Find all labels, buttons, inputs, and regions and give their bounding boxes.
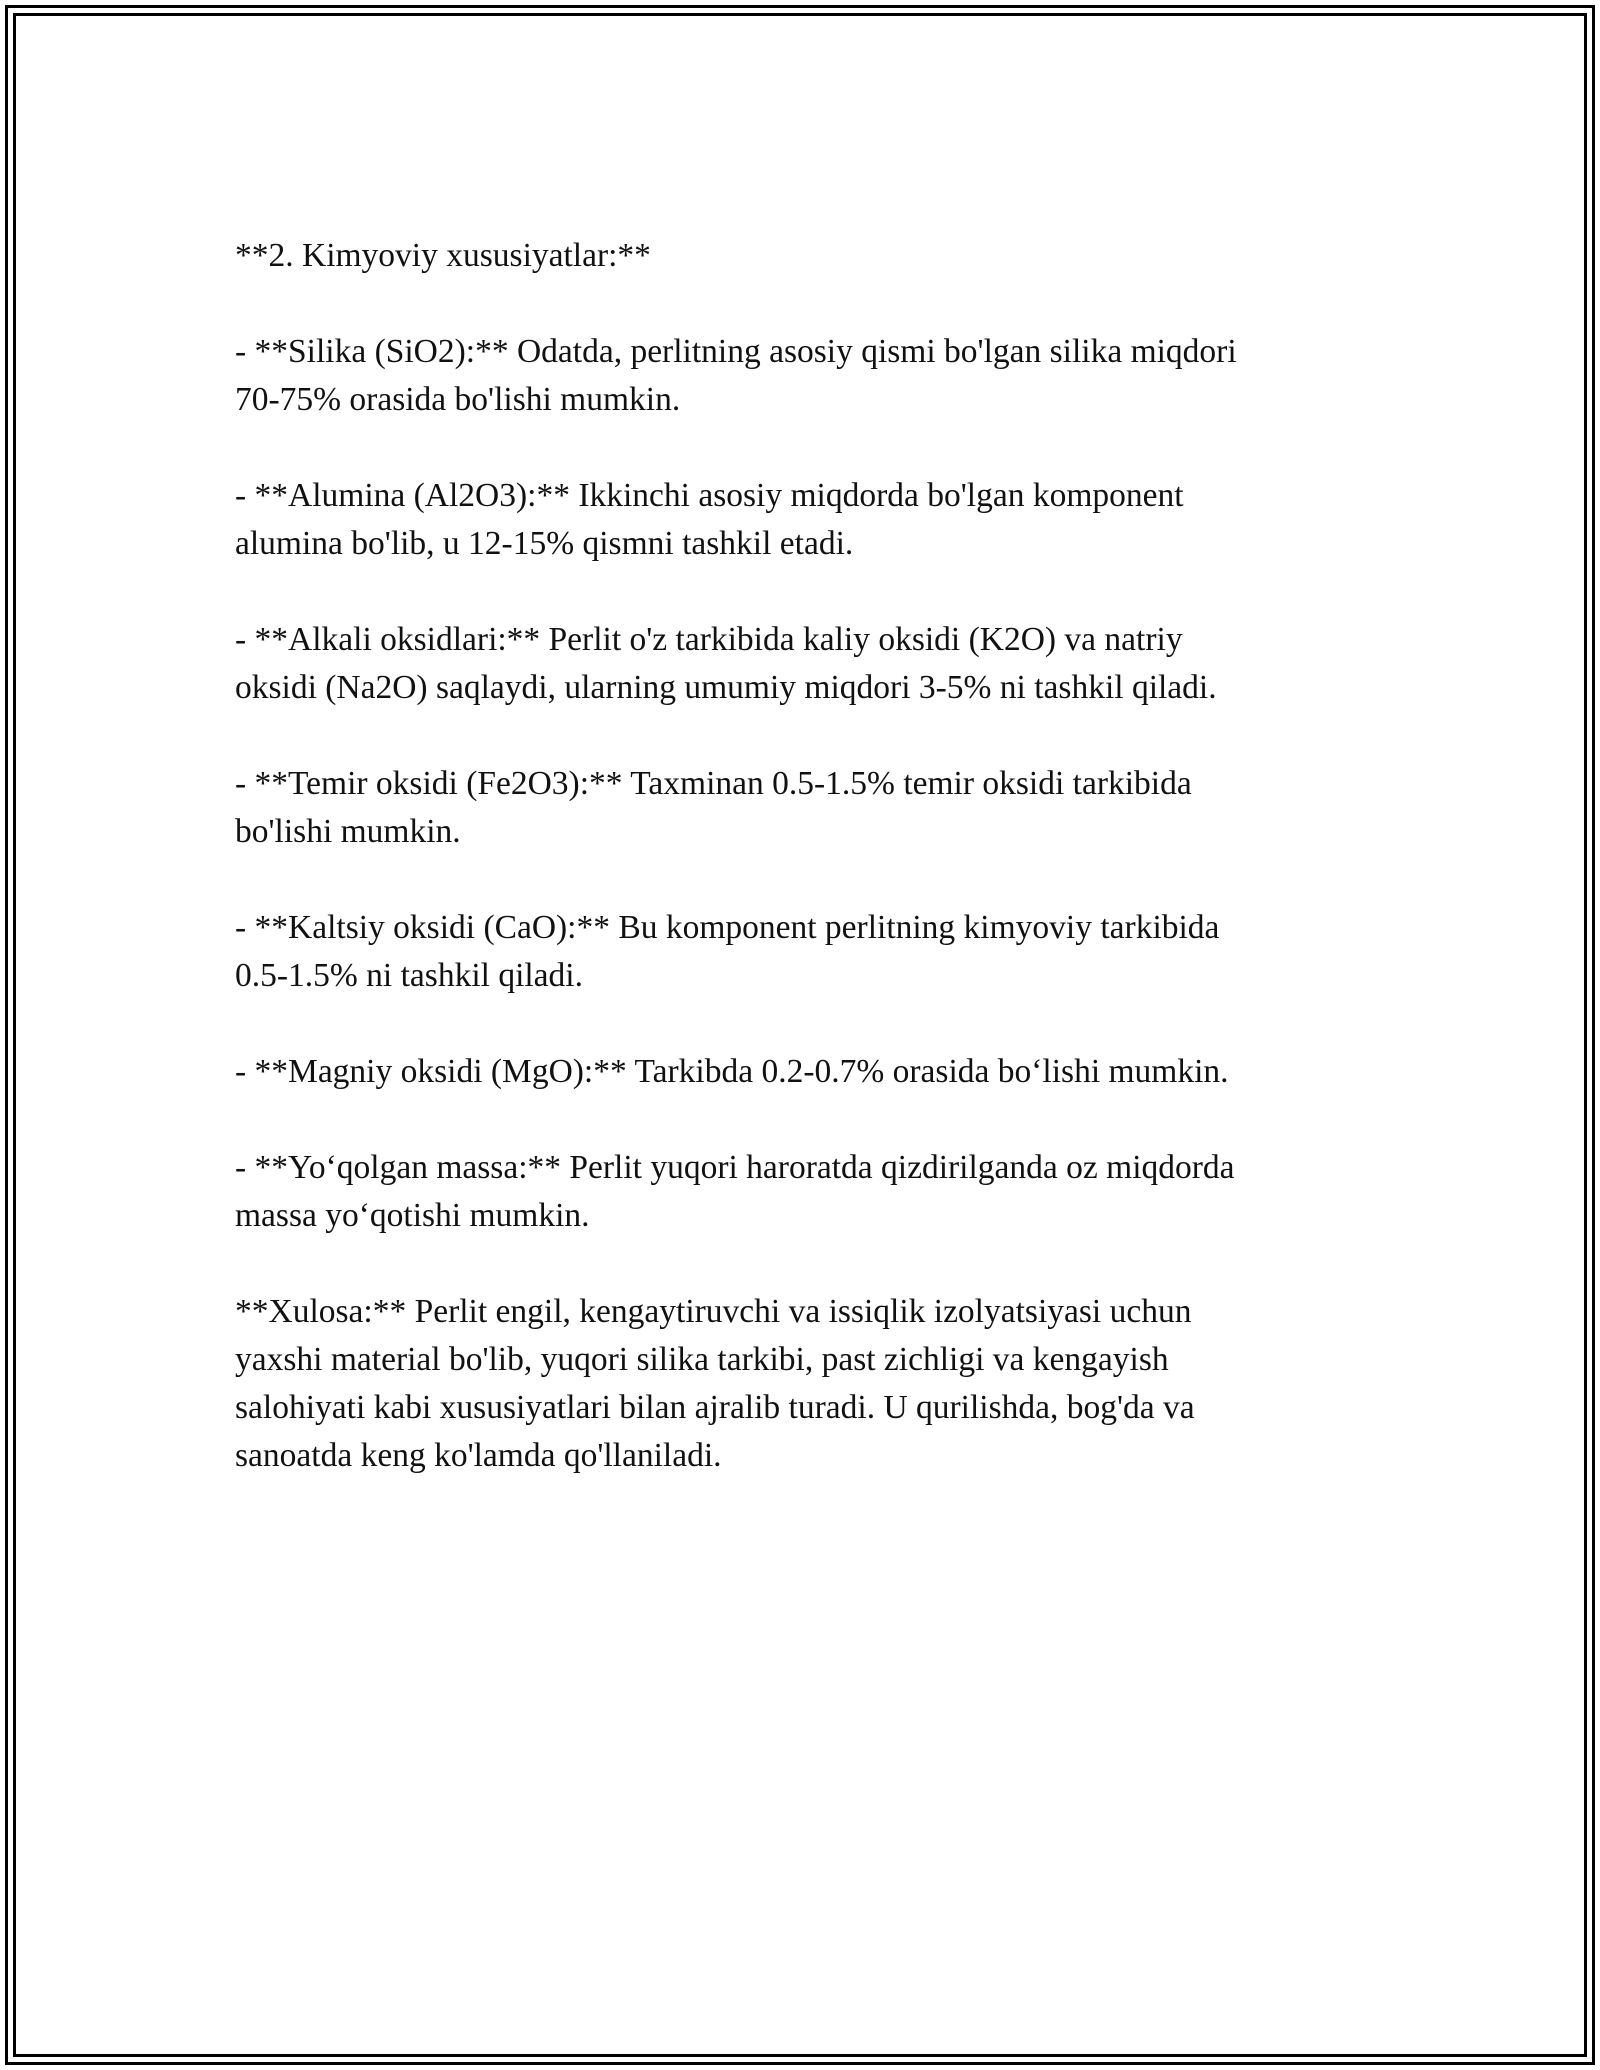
paragraph-silika bbox=[235, 328, 1365, 424]
section-heading bbox=[235, 232, 1365, 280]
paragraph-kaltsiy bbox=[235, 904, 1365, 1000]
paragraph-line: - **Silika (SiO2):** Odatda, perlitning asosiy qismi bo'lgan silika miqdori bbox=[235, 333, 1237, 370]
paragraph-line: 0.5-1.5% ni tashkil qiladi. bbox=[235, 957, 583, 994]
paragraph-line: 70-75% orasida bo'lishi mumkin. bbox=[235, 381, 681, 418]
paragraph-yoqolgan-massa bbox=[235, 1144, 1365, 1240]
paragraph-line: yaxshi material bo'lib, yuqori silika tarkibi, past zichligi va kengayish bbox=[235, 1341, 1169, 1378]
paragraph-temir bbox=[235, 760, 1365, 856]
paragraph-line: - **Magniy oksidi (MgO):** Tarkibda 0.2-0.7% orasida bo‘lishi mumkin. bbox=[235, 1053, 1229, 1090]
paragraph-line: massa yo‘qotishi mumkin. bbox=[235, 1197, 590, 1234]
paragraph-line: - **Temir oksidi (Fe2O3):** Taxminan 0.5-1.5% temir oksidi tarkibida bbox=[235, 765, 1192, 802]
heading-line: **2. Kimyoviy xususiyatlar:** bbox=[235, 237, 651, 274]
paragraph-line: salohiyati kabi xususiyatlari bilan ajralib turadi. U qurilishda, bog'da va bbox=[235, 1389, 1195, 1426]
paragraph-line: sanoatda keng ko'lamda qo'llaniladi. bbox=[235, 1437, 722, 1474]
paragraph-line: alumina bo'lib, u 12-15% qismni tashkil etadi. bbox=[235, 525, 854, 562]
paragraph-line: **Xulosa:** Perlit engil, kengaytiruvchi va issiqlik izolyatsiyasi uchun bbox=[235, 1293, 1192, 1330]
paragraph-line: - **Alumina (Al2O3):** Ikkinchi asosiy miqdorda bo'lgan komponent bbox=[235, 477, 1184, 514]
paragraph-line: bo'lishi mumkin. bbox=[235, 813, 461, 850]
paragraph-alkali bbox=[235, 616, 1365, 712]
paragraph-line: - **Kaltsiy oksidi (CaO):** Bu komponent perlitning kimyoviy tarkibida bbox=[235, 909, 1220, 946]
paragraph-line: - **Yo‘qolgan massa:** Perlit yuqori haroratda qizdirilganda oz miqdorda bbox=[235, 1149, 1235, 1186]
paragraph-alumina bbox=[235, 472, 1365, 568]
paragraph-magniy bbox=[235, 1048, 1365, 1096]
document-body bbox=[235, 232, 1365, 1528]
paragraph-line: - **Alkali oksidlari:** Perlit o'z tarkibida kaliy oksidi (K2O) va natriy bbox=[235, 621, 1183, 658]
paragraph-line: oksidi (Na2O) saqlaydi, ularning umumiy miqdori 3-5% ni tashkil qiladi. bbox=[235, 669, 1217, 706]
paragraph-xulosa bbox=[235, 1288, 1365, 1480]
